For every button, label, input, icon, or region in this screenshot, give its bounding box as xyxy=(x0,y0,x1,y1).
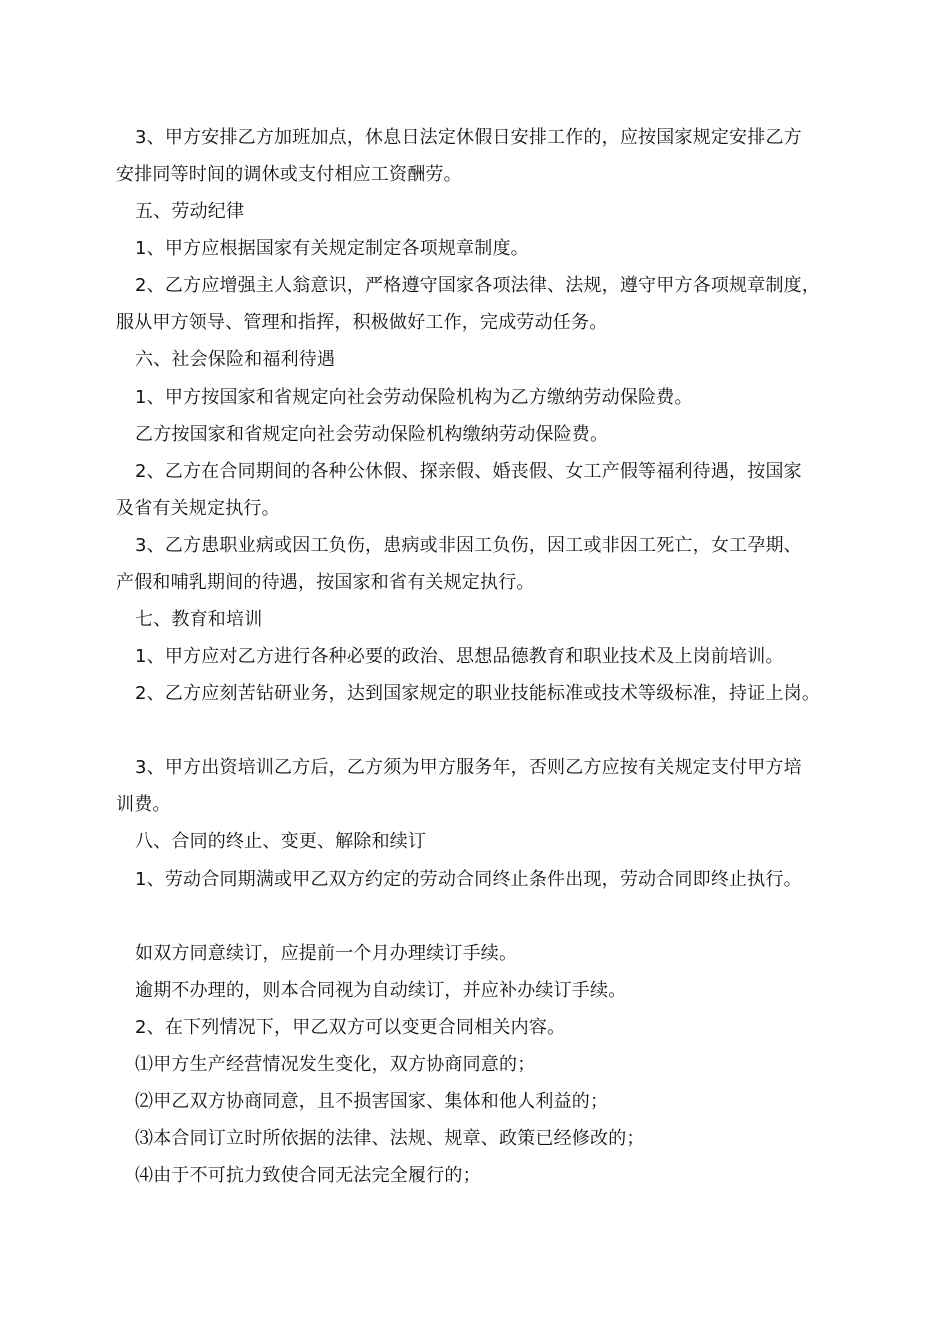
paragraph-line: 逾期不办理的，则本合同视为自动续订，并应补办续订手续。 xyxy=(135,980,627,1001)
section-heading: 七、教育和培训 xyxy=(135,609,263,630)
paragraph-line: 产假和哺乳期间的待遇，按国家和省有关规定执行。 xyxy=(116,572,535,593)
paragraph-line: 服从甲方领导、管理和指挥，积极做好工作，完成劳动任务。 xyxy=(116,312,608,333)
paragraph-line: 1、甲方应根据国家有关规定制定各项规章制度。 xyxy=(135,238,529,259)
paragraph-line: 2、在下列情况下，甲乙双方可以变更合同相关内容。 xyxy=(135,1017,566,1038)
paragraph-line: 2、乙方应刻苦钻研业务，达到国家规定的职业技能标准或技术等级标准，持证上岗。 xyxy=(135,683,821,704)
section-heading: 八、合同的终止、变更、解除和续订 xyxy=(135,831,427,852)
list-item: ⑴甲方生产经营情况发生变化，双方协商同意的； xyxy=(135,1054,536,1075)
paragraph-line: 及省有关规定执行。 xyxy=(116,498,280,519)
paragraph-line: 如双方同意续订，应提前一个月办理续订手续。 xyxy=(135,943,518,964)
paragraph-line: 乙方按国家和省规定向社会劳动保险机构缴纳劳动保险费。 xyxy=(135,424,609,445)
paragraph-line: 2、乙方应增强主人翁意识，严格遵守国家各项法律、法规，遵守甲方各项规章制度， xyxy=(135,275,821,296)
paragraph-line: 安排同等时间的调休或支付相应工资酬劳。 xyxy=(116,164,462,185)
paragraph-line: 3、甲方安排乙方加班加点，休息日法定休假日安排工作的，应按国家规定安排乙方 xyxy=(135,127,802,148)
paragraph-line: 3、乙方患职业病或因工负伤，患病或非因工负伤，因工或非因工死亡，女工孕期、 xyxy=(135,535,802,556)
section-heading: 六、社会保险和福利待遇 xyxy=(135,349,336,370)
paragraph-line: 1、甲方应对乙方进行各种必要的政治、思想品德教育和职业技术及上岗前培训。 xyxy=(135,646,784,667)
list-item: ⑷由于不可抗力致使合同无法完全履行的； xyxy=(135,1165,481,1186)
list-item: ⑶本合同订立时所依据的法律、法规、规章、政策已经修改的； xyxy=(135,1128,645,1149)
list-item: ⑵甲乙双方协商同意，且不损害国家、集体和他人利益的； xyxy=(135,1091,609,1112)
section-heading: 五、劳动纪律 xyxy=(135,201,245,222)
paragraph-line: 1、甲方按国家和省规定向社会劳动保险机构为乙方缴纳劳动保险费。 xyxy=(135,387,693,408)
paragraph-line: 3、甲方出资培训乙方后，乙方须为甲方服务年，否则乙方应按有关规定支付甲方培 xyxy=(135,757,802,778)
paragraph-line: 1、劳动合同期满或甲乙双方约定的劳动合同终止条件出现，劳动合同即终止执行。 xyxy=(135,869,802,890)
paragraph-line: 2、乙方在合同期间的各种公休假、探亲假、婚丧假、女工产假等福利待遇，按国家 xyxy=(135,461,802,482)
paragraph-line: 训费。 xyxy=(116,794,171,815)
